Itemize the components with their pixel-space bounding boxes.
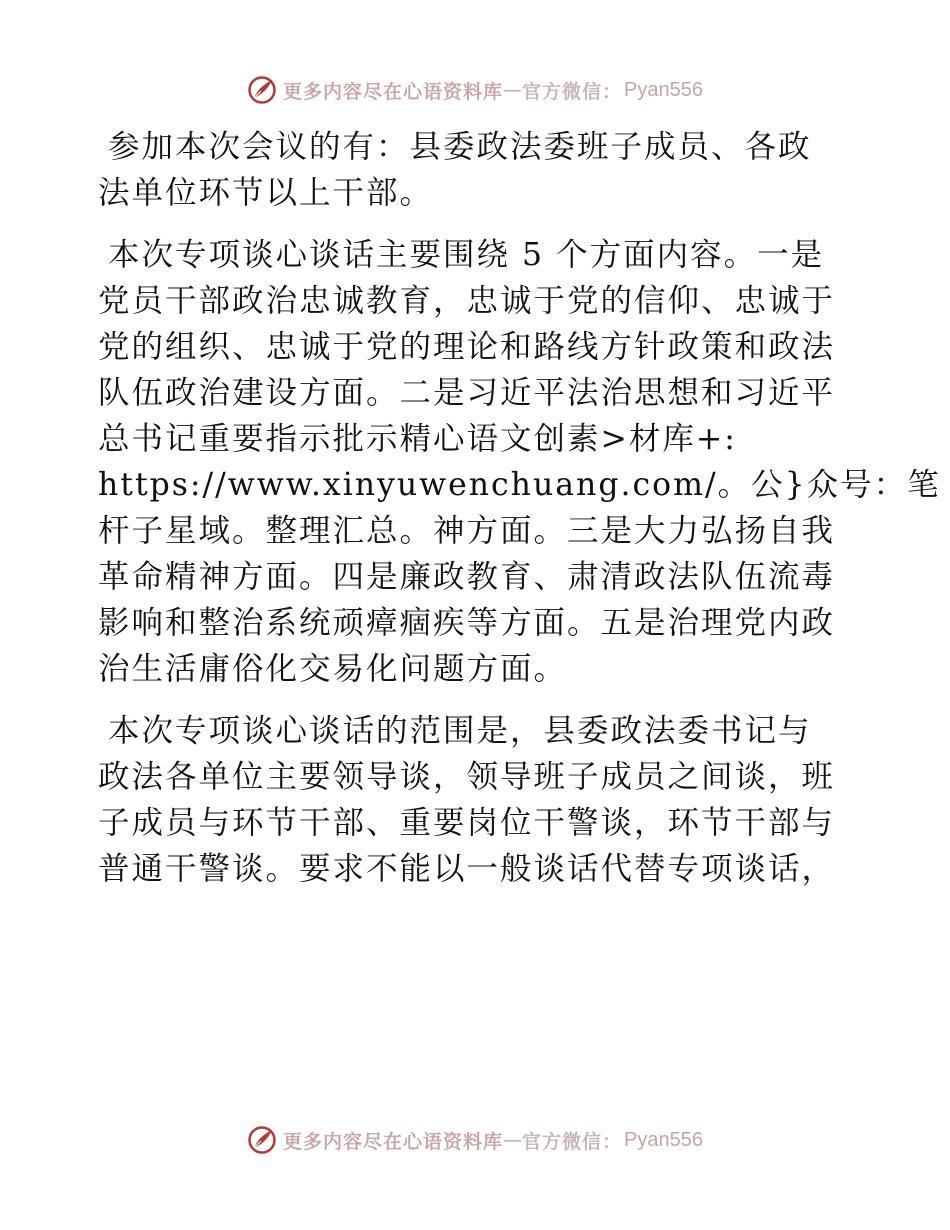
text-line: https://www.xinyuwenchuang.com/。公}众号：笔 <box>98 467 941 503</box>
text-line: 参加本次会议的有：县委政法委班子成员、各政 <box>108 129 812 165</box>
text-line: 子成员与环节干部、重要岗位干警谈，环节干部与 <box>98 805 836 841</box>
quill-logo-icon <box>247 1125 277 1155</box>
text-line: 革命精神方面。四是廉政教育、肃清政法队伍流毒 <box>98 559 836 595</box>
header-banner-wechat-id: Pyan556 <box>624 78 703 101</box>
text-line: 本次专项谈心谈话的范围是，县委政法委书记与 <box>108 713 812 749</box>
text-line: 治生活庸俗化交易化问题方面。 <box>98 651 568 687</box>
text-line: 政法各单位主要领导谈，领导班子成员之间谈，班 <box>98 759 836 795</box>
header-banner-dash: — <box>503 79 523 101</box>
paragraph-attendees <box>98 124 850 216</box>
text-line: 党员干部政治忠诚教育，忠诚于党的信仰、忠诚于 <box>98 283 836 319</box>
text-line: 杆子星域。整理汇总。神方面。三是大力弘扬自我 <box>98 513 836 549</box>
text-line: 本次专项谈心谈话主要围绕 5 个方面内容。一是 <box>108 237 825 273</box>
header-banner-main-text: 更多内容尽在心语资料库 <box>283 80 504 103</box>
text-line: 普通干警谈。要求不能以一般谈话代替专项谈话， <box>98 851 836 887</box>
footer-watermark-banner <box>0 1120 950 1160</box>
header-banner-sub-text: 官方微信： <box>522 80 623 103</box>
footer-banner-dash: — <box>503 1129 523 1151</box>
footer-banner-sub-text: 官方微信： <box>522 1130 623 1153</box>
paragraph-scope <box>98 708 850 892</box>
text-line: 队伍政治建设方面。二是习近平法治思想和习近平 <box>98 375 836 411</box>
quill-logo-icon <box>247 75 277 105</box>
footer-banner-main-text: 更多内容尽在心语资料库 <box>283 1130 504 1153</box>
text-line: 党的组织、忠诚于党的理论和路线方针政策和政法 <box>98 329 836 365</box>
header-watermark-banner <box>0 70 950 110</box>
text-line: 总书记重要指示批示精心语文创素>材库+: <box>98 421 737 457</box>
text-line: 影响和整治系统顽瘴痼疾等方面。五是治理党内政 <box>98 605 836 641</box>
paragraph-topics <box>98 232 941 692</box>
footer-banner-wechat-id: Pyan556 <box>624 1128 703 1151</box>
document-body <box>98 124 941 908</box>
text-line: 法单位环节以上干部。 <box>98 175 434 211</box>
